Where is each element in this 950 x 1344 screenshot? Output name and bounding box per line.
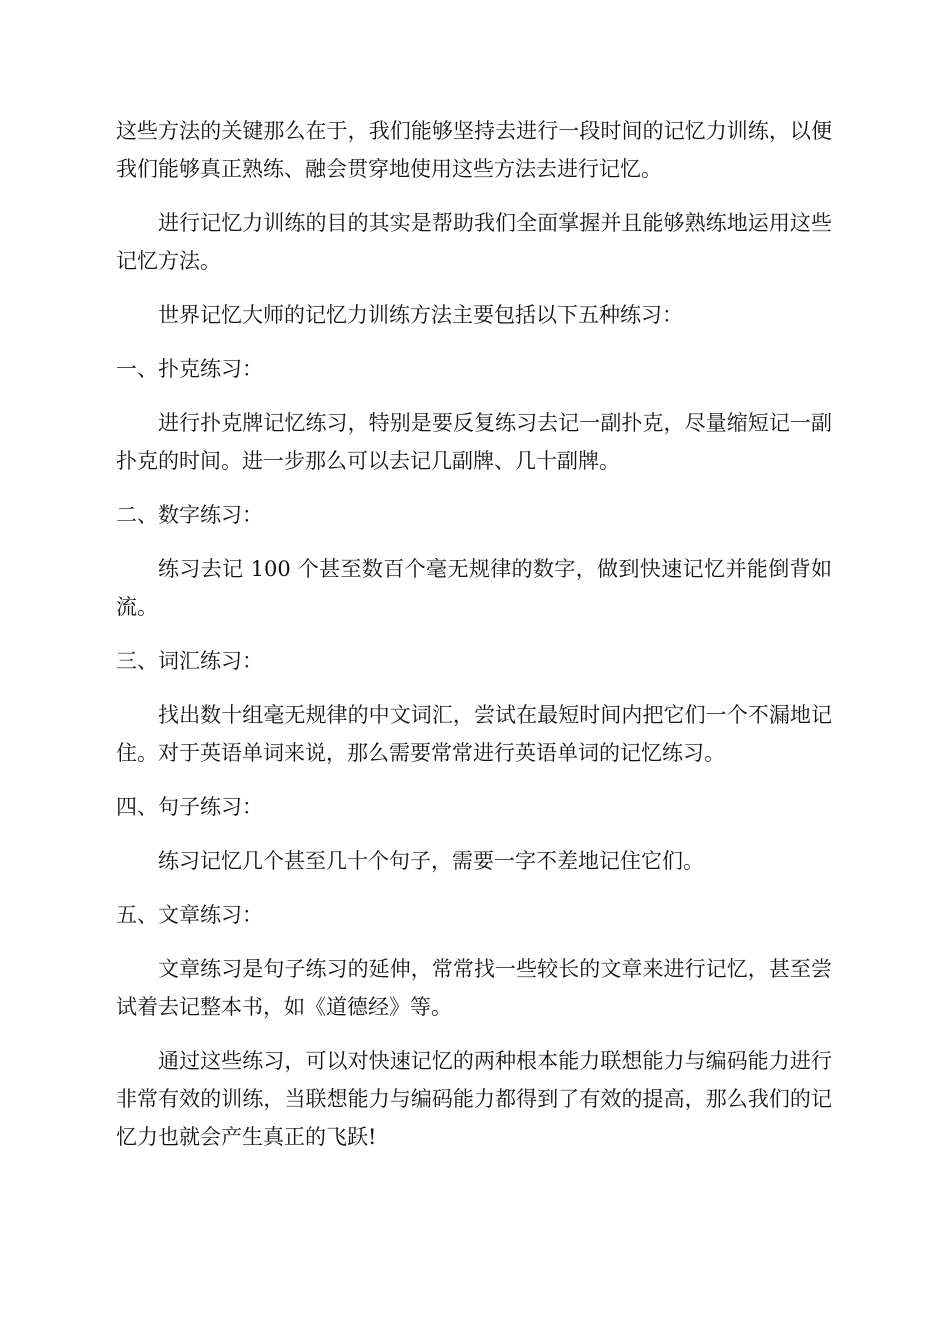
section-body-vocabulary: 找出数十组毫无规律的中文词汇，尝试在最短时间内把它们一个不漏地记住。对于英语单词来说，那么需要常常进行英语单词的记忆练习。 (116, 703, 832, 765)
section-heading-sentences: 四、句子练习： (116, 795, 263, 819)
document-body (116, 112, 832, 1172)
section-heading-numbers: 二、数字练习： (116, 503, 263, 527)
paragraph-conclusion: 通过这些练习，可以对快速记忆的两种根本能力联想能力与编码能力进行非常有效的训练，当联想能力与编码能力都得到了有效的提高，那么我们的记忆力也就会产生真正的飞跃! (116, 1049, 832, 1149)
section-heading-vocabulary: 三、词汇练习： (116, 649, 263, 673)
section-heading-poker: 一、扑克练习： (116, 357, 263, 381)
paragraph-intro: 这些方法的关键那么在于，我们能够坚持去进行一段时间的记忆力训练，以便我们能够真正熟练、融会贯穿地使用这些方法去进行记忆。 (116, 119, 832, 181)
section-body-articles: 文章练习是句子练习的延伸，常常找一些较长的文章来进行记忆，甚至尝试着去记整本书，如《道德经》等。 (116, 957, 832, 1019)
section-body-sentences: 练习记忆几个甚至几十个句子，需要一字不差地记住它们。 (158, 849, 704, 873)
paragraph-purpose: 进行记忆力训练的目的其实是帮助我们全面掌握并且能够熟练地运用这些记忆方法。 (116, 211, 832, 273)
section-body-poker: 进行扑克牌记忆练习，特别是要反复练习去记一副扑克，尽量缩短记一副扑克的时间。进一步那么可以去记几副牌、几十副牌。 (116, 411, 832, 473)
section-body-numbers: 练习去记 100 个甚至数百个毫无规律的数字，做到快速记忆并能倒背如流。 (116, 557, 832, 619)
paragraph-overview: 世界记忆大师的记忆力训练方法主要包括以下五种练习： (158, 303, 683, 327)
section-heading-articles: 五、文章练习： (116, 903, 263, 927)
